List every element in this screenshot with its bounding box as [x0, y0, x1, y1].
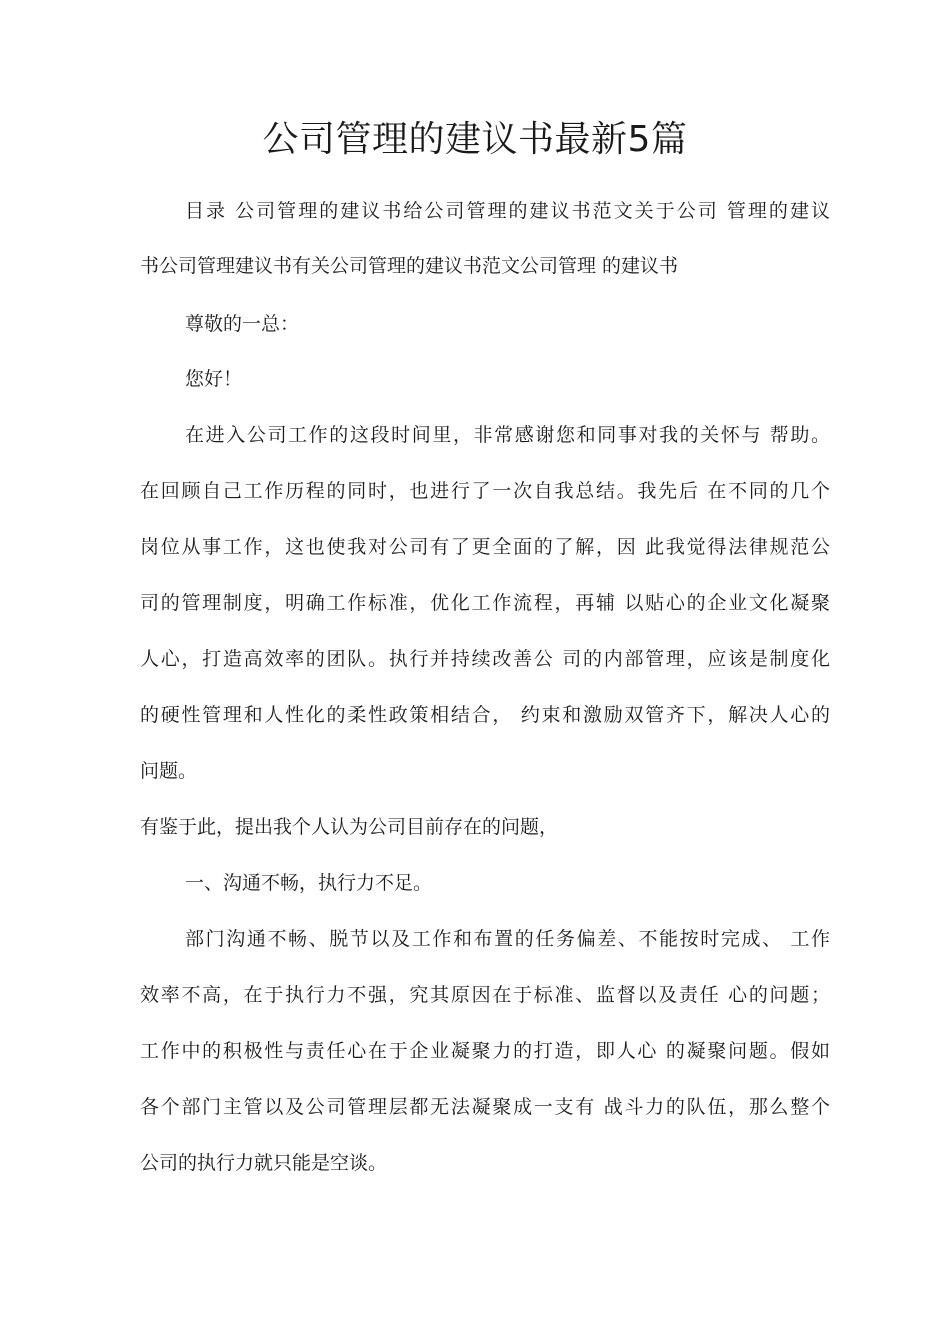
- section-heading: 一、沟通不畅，执行力不足。: [185, 872, 433, 894]
- toc-line-1: 目录 公司管理的建议书给公司管理的建议书范文关于公司 管理的建议: [185, 200, 830, 222]
- paragraph-line: 部门沟通不畅、脱节以及工作和布置的任务偏差、不能按时完成、 工作: [185, 928, 830, 950]
- toc-line-2: 书公司管理建议书有关公司管理的建议书范文公司管理 的建议书: [140, 255, 679, 277]
- paragraph-line: 在进入公司工作的这段时间里，非常感谢您和同事对我的关怀与 帮助。: [185, 424, 830, 446]
- paragraph-line: 司的管理制度，明确工作标准，优化工作流程，再辅 以贴心的企业文化凝聚: [140, 592, 830, 614]
- paragraph-line: 各个部门主管以及公司管理层都无法凝聚成一支有 战斗力的队伍，那么整个: [140, 1096, 830, 1118]
- paragraph-line: 效率不高，在于执行力不强，究其原因在于标准、监督以及责任 心的问题；: [140, 984, 830, 1006]
- greeting: 您好！: [185, 368, 243, 390]
- paragraph-line: 有鉴于此，提出我个人认为公司目前存在的问题，: [140, 816, 559, 838]
- salutation: 尊敬的一总：: [185, 313, 300, 335]
- paragraph-line: 在回顾自己工作历程的同时，也进行了一次自我总结。我先后 在不同的几个: [140, 480, 830, 502]
- paragraph-line: 问题。: [140, 760, 198, 782]
- paragraph-line: 岗位从事工作，这也使我对公司有了更全面的了解，因 此我觉得法律规范公: [140, 536, 830, 558]
- paragraph-line: 人心，打造高效率的团队。执行并持续改善公 司的内部管理，应该是制度化: [140, 648, 830, 670]
- paragraph-line: 公司的执行力就只能是空谈。: [140, 1152, 388, 1174]
- paragraph-line: 的硬性管理和人性化的柔性政策相结合， 约束和激励双管齐下，解决人心的: [140, 704, 830, 726]
- paragraph-line: 工作中的积极性与责任心在于企业凝聚力的打造，即人心 的凝聚问题。假如: [140, 1040, 830, 1062]
- document-title: 公司管理的建议书最新5篇: [262, 119, 688, 160]
